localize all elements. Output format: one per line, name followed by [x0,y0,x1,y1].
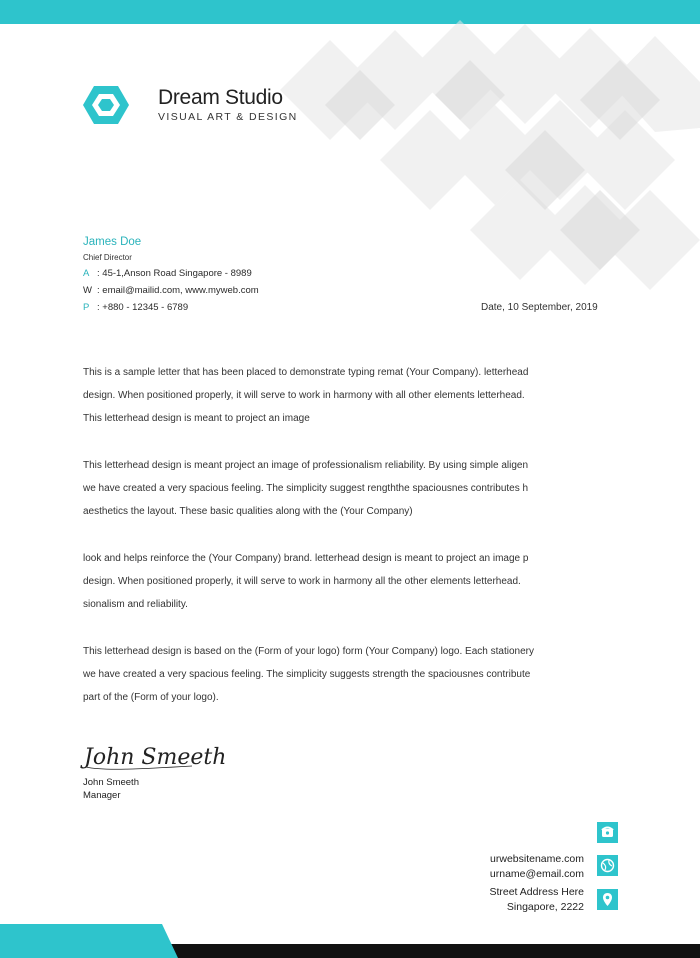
hexagon-logo-icon [82,84,130,126]
letter-date: Date, 10 September, 2019 [481,302,598,313]
phone-value: +880 - 12345 - 6789 [102,302,189,313]
colon: : [97,302,103,313]
brand-block [158,86,298,124]
colon: : [97,285,103,296]
web-key: W [83,285,92,296]
body-line: This letterhead design is meant to project an image [83,413,310,424]
web-value: email@mailid.com, www.myweb.com [102,285,259,296]
globe-icon [597,855,618,876]
phone-key: P [83,302,90,313]
location-pin-icon [597,889,618,910]
paragraph [83,547,563,616]
address-key: A [83,268,90,279]
brand-tagline: VISUAL ART & DESIGN [158,111,298,123]
phone-row [83,302,259,314]
sender-block [83,235,259,314]
web-row [83,285,259,297]
footer-website: urwebsitename.com [490,853,584,865]
brand-name: Dream Studio [158,86,283,109]
body-line: we have created a very spacious feeling. The simplicity suggest rengththe spaciousnes contributes h [83,483,529,494]
footer-email: urname@email.com [489,868,584,880]
paragraph [83,454,563,523]
body-line: design. When positioned properly, it will serve to work in harmony all the other elements letterhead. [83,576,521,587]
body-line: look and helps reinforce the (Your Company) brand. letterhead design is meant to project an image p [83,553,529,564]
body-line: we have created a very spacious feeling. The simplicity suggests strength the spaciousnes contribute [83,669,531,680]
paragraph [83,640,563,709]
address-value: 45-1,Anson Road Singapore - 8989 [102,268,252,279]
handwritten-signature [82,736,227,772]
bottom-accent-bar [0,924,700,958]
letter-body [83,361,563,733]
signature-text: John Smeeth [84,745,227,770]
footer-contacts [489,852,584,915]
body-line: aesthetics the layout. These basic qualities along with the (Your Company) [83,506,413,517]
signer-name: John Smeeth [83,777,139,788]
colon: : [97,268,103,279]
body-line: design. When positioned properly, it will serve to work in harmony with all other elements letterhead. [83,390,525,401]
footer-street: Street Address Here [489,886,584,898]
sender-name: James Doe [83,236,142,248]
signer-block [83,776,139,802]
address-row [83,268,259,280]
footer-city: Singapore, 2222 [506,901,584,913]
sender-title: Chief Director [83,253,132,262]
paragraph [83,361,563,430]
phone-icon [597,822,618,843]
body-line: This letterhead design is based on the (Form of your logo) form (Your Company) logo. Each stationery [83,646,534,657]
body-line: This letterhead design is meant project an image of professionalism reliability. By using simple aligen [83,460,529,471]
signer-position: Manager [83,790,121,801]
body-line: sionalism and reliability. [83,599,188,610]
body-line: part of the (Form of your logo). [83,692,219,703]
body-line: This is a sample letter that has been placed to demonstrate typing remat (Your Company). letterhead [83,367,529,378]
